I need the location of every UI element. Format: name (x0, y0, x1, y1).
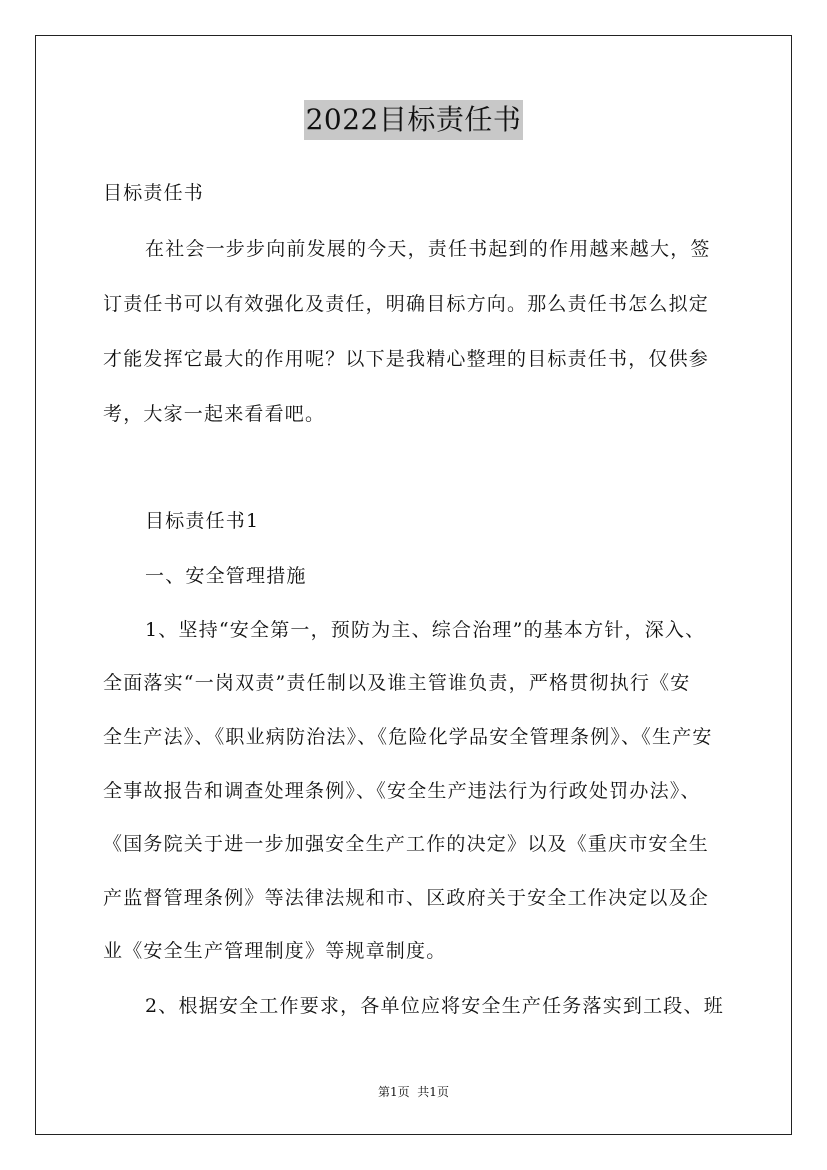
intro-line: 才能发挥它最大的作用呢？以下是我精心整理的目标责任书，仅供参 (103, 348, 710, 370)
page-footer (0, 1084, 827, 1100)
item1-line: 产监督管理条例》等法律法规和市、区政府关于安全工作决定以及企 (103, 887, 710, 909)
item1-line: 1、坚持“安全第一，预防为主、综合治理”的基本方针，深入、 (145, 619, 706, 641)
document-title: 2022目标责任书 (304, 100, 524, 140)
item2-line: 2、根据安全工作要求，各单位应将安全生产任务落实到工段、班 (145, 995, 724, 1017)
document-subtitle: 目标责任书 (103, 182, 205, 204)
page-number-label: 第1页 共1页 (378, 1085, 449, 1099)
title-container (0, 100, 827, 140)
item1-line: 全生产法》、《职业病防治法》、《危险化学品安全管理条例》、《生产安 (103, 726, 713, 748)
item1-line: 业《安全生产管理制度》等规章制度。 (103, 940, 447, 962)
item1-line: 《国务院关于进一步加强安全生产工作的决定》以及《重庆市安全生 (103, 833, 710, 855)
item1-line: 全事故报告和调查处理条例》、《安全生产违法行为行政处罚办法》、 (103, 780, 701, 802)
intro-line: 订责任书可以有效强化及责任，明确目标方向。那么责任书怎么拟定 (103, 293, 710, 315)
intro-line: 在社会一步步向前发展的今天，责任书起到的作用越来越大，签 (145, 238, 711, 260)
subsection-heading: 一、安全管理措施 (145, 565, 307, 587)
intro-line: 考，大家一起来看看吧。 (103, 403, 326, 425)
item1-line: 全面落实“一岗双责”责任制以及谁主管谁负责，严格贯彻执行《安 (103, 672, 691, 694)
section-heading: 目标责任书1 (145, 510, 260, 532)
